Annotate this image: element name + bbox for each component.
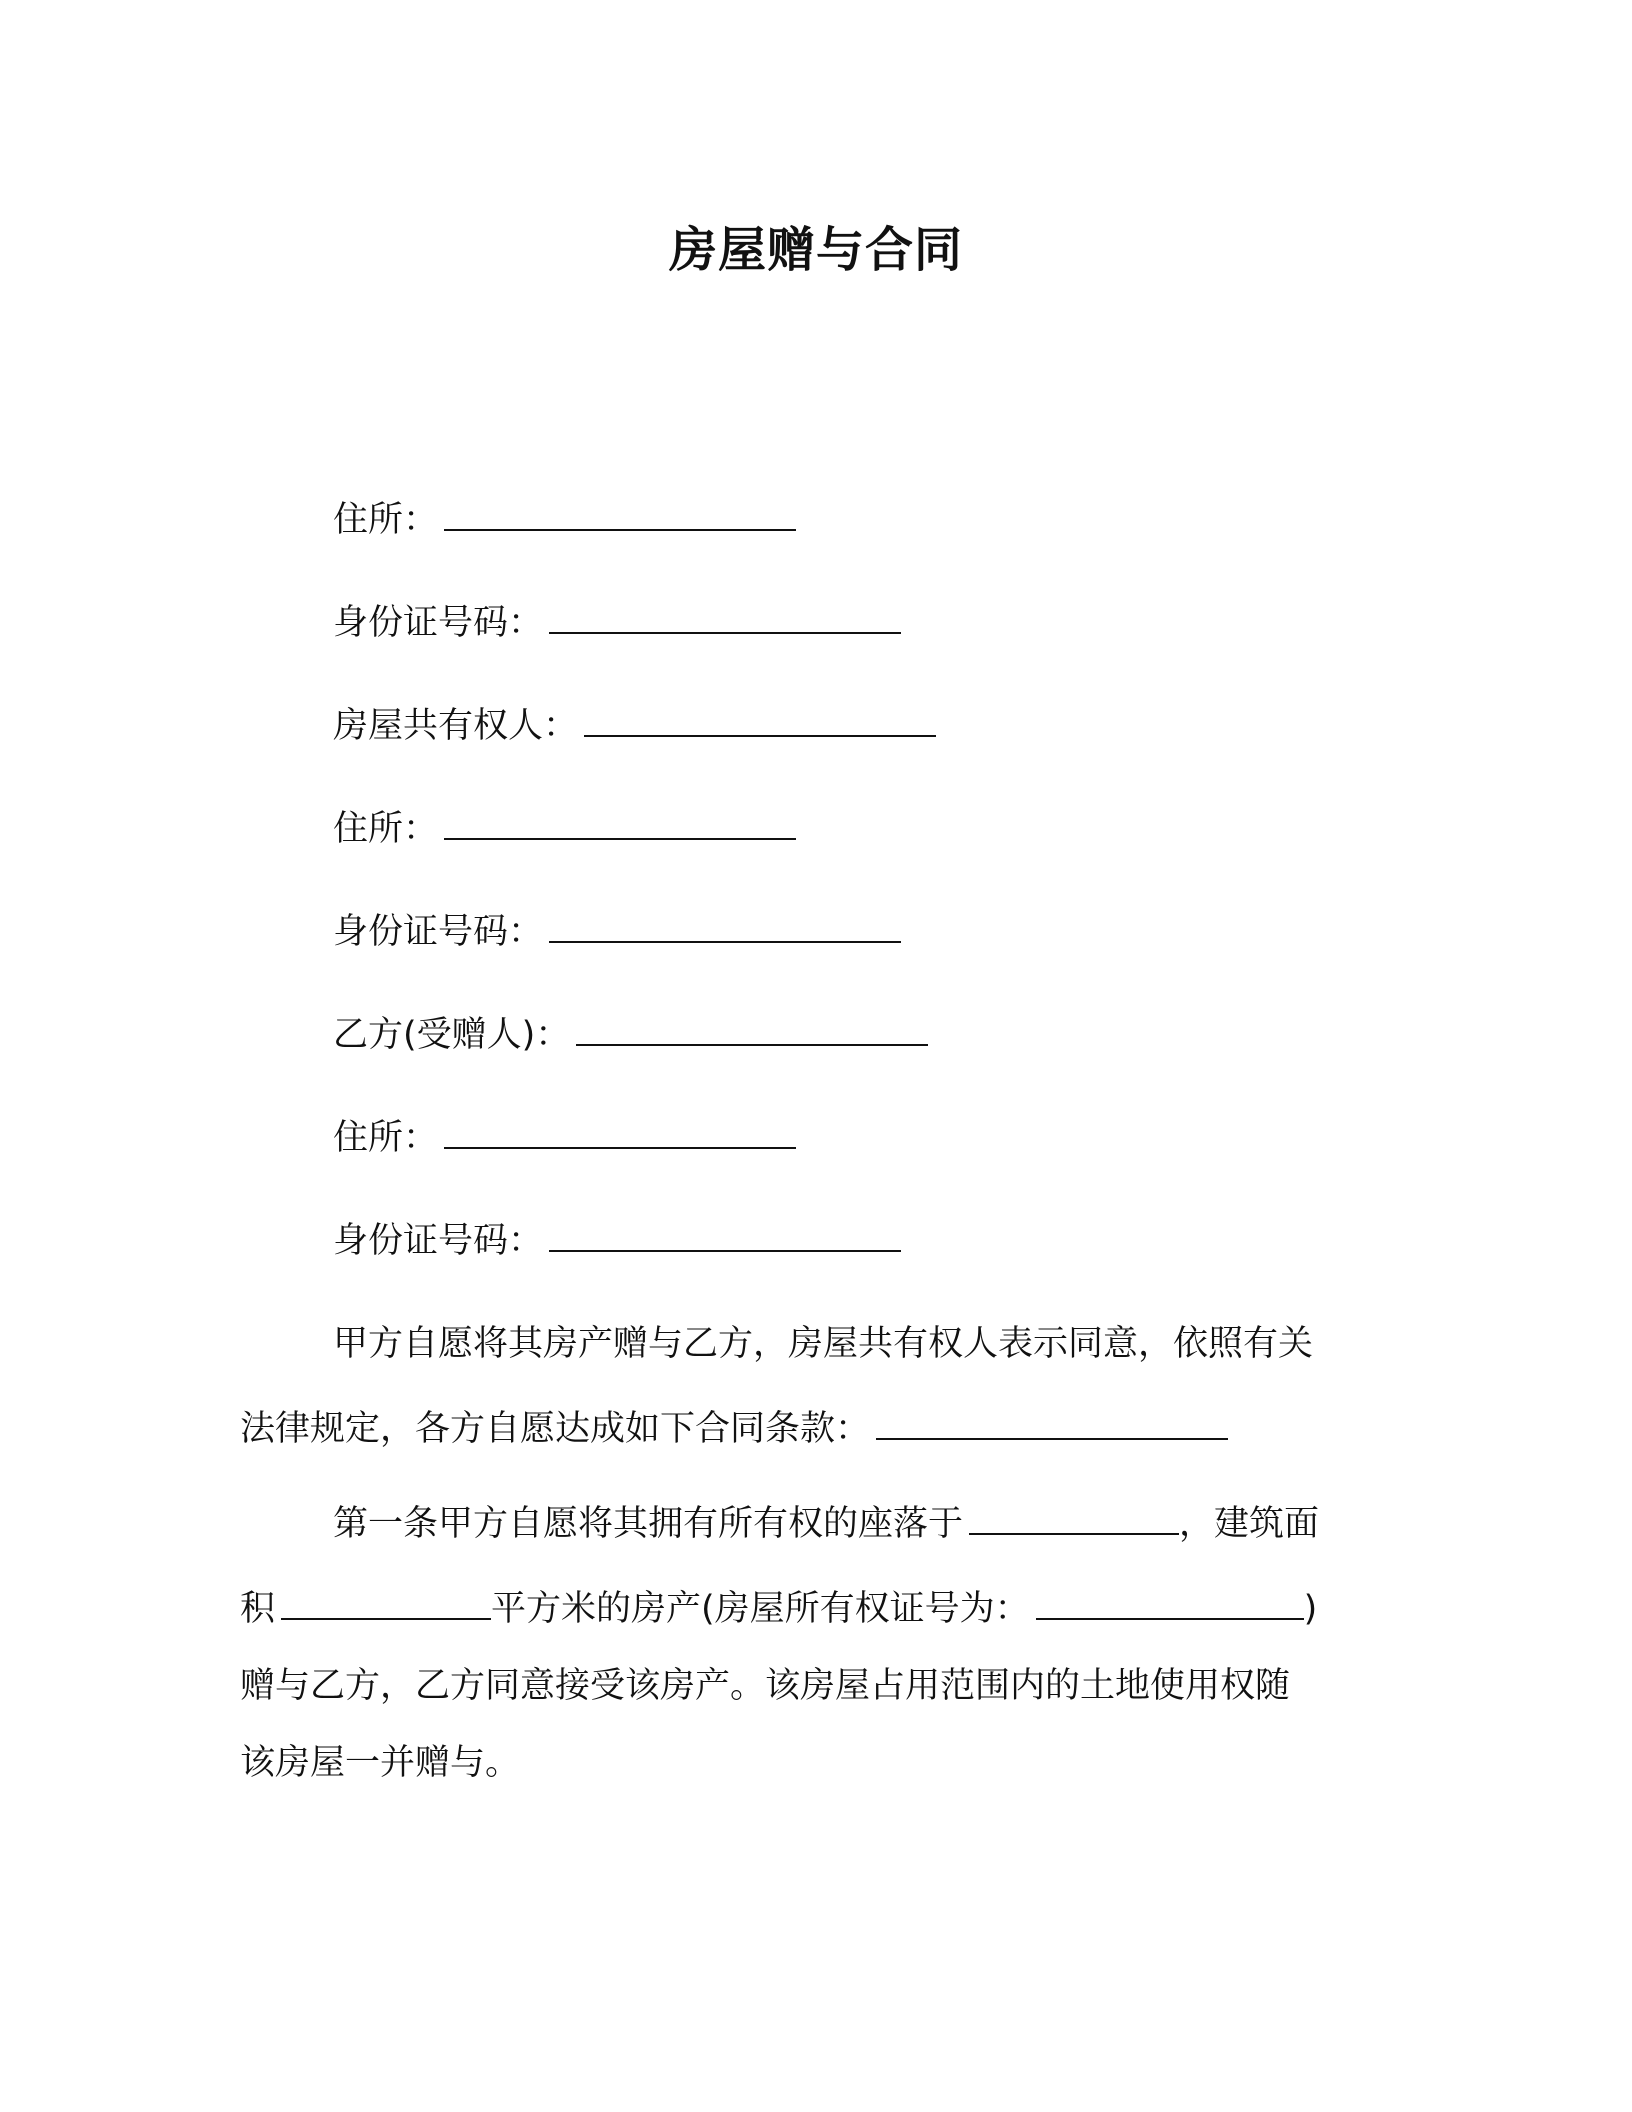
blank-line-area[interactable] <box>281 1588 491 1620</box>
blank-line[interactable] <box>876 1408 1228 1440</box>
article-line <box>240 1662 1290 1710</box>
field-id-number-2 <box>333 908 901 956</box>
blank-line[interactable] <box>549 1220 901 1252</box>
paragraph-line <box>333 1320 1313 1368</box>
blank-line[interactable] <box>584 705 936 737</box>
field-residence-2 <box>333 805 796 853</box>
field-label: 住所： <box>333 809 439 849</box>
article-text: 赠与乙方，乙方同意接受该房产。该房屋占用范围内的土地使用权随 <box>240 1666 1291 1706</box>
blank-line[interactable] <box>549 911 901 943</box>
field-id-number-1 <box>333 599 901 647</box>
field-label: 身份证号码： <box>333 603 544 643</box>
article-line <box>240 1739 520 1787</box>
field-label: 住所： <box>333 500 439 540</box>
field-label: 身份证号码： <box>333 912 544 952</box>
blank-line[interactable] <box>444 808 796 840</box>
article-text: ，建筑面 <box>1179 1504 1320 1544</box>
blank-line[interactable] <box>444 499 796 531</box>
blank-line-certificate[interactable] <box>1036 1588 1304 1620</box>
field-label: 房屋共有权人： <box>333 706 579 746</box>
blank-line[interactable] <box>549 602 901 634</box>
article-text: 积 <box>240 1589 276 1629</box>
blank-line[interactable] <box>444 1117 796 1149</box>
paragraph-line <box>240 1405 1228 1453</box>
field-label: 乙方(受赠人)： <box>333 1015 571 1055</box>
field-label: 住所： <box>333 1118 439 1158</box>
paragraph-text: 法律规定，各方自愿达成如下合同条款： <box>240 1409 871 1449</box>
field-residence-3 <box>333 1114 796 1162</box>
article-line <box>333 1500 1319 1548</box>
article-text: 平方米的房产(房屋所有权证号为： <box>491 1589 1030 1629</box>
article-line <box>240 1585 1317 1633</box>
field-label: 身份证号码： <box>333 1221 544 1261</box>
field-id-number-3 <box>333 1217 901 1265</box>
field-residence-1 <box>333 496 796 544</box>
paragraph-text: 甲方自愿将其房产赠与乙方，房屋共有权人表示同意，依照有关 <box>333 1324 1314 1364</box>
document-title: 房屋赠与合同 <box>668 222 963 278</box>
article-text: ) <box>1303 1589 1318 1629</box>
field-co-owner <box>333 702 936 750</box>
article-text: 第一条甲方自愿将其拥有所有权的座落于 <box>333 1504 964 1544</box>
field-party-b <box>333 1011 928 1059</box>
blank-line[interactable] <box>576 1014 928 1046</box>
blank-line-location[interactable] <box>969 1503 1179 1535</box>
article-text: 该房屋一并赠与。 <box>240 1743 521 1783</box>
